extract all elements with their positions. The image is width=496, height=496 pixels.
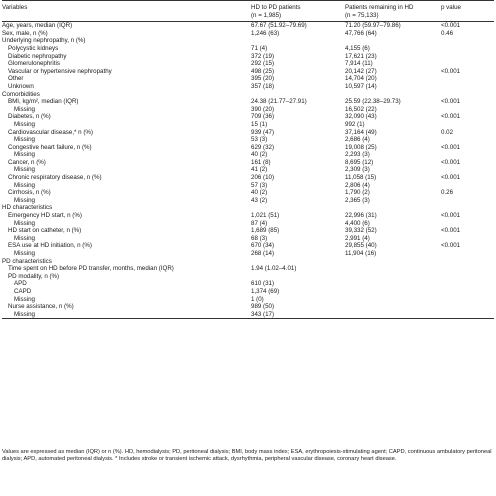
p-value: <0.001 [441, 174, 461, 182]
table-row [2, 227, 494, 235]
header-p-value: p value [441, 4, 461, 11]
hdpd-value: 71 (4) [251, 44, 268, 52]
table-row [2, 250, 494, 258]
p-value [441, 151, 494, 159]
hdpd-value: 989 (50) [251, 303, 275, 311]
table-row [2, 296, 494, 304]
p-value: <0.001 [441, 22, 461, 30]
p-value: 0.02 [441, 128, 454, 136]
hd-value: 2,686 (4) [345, 136, 370, 144]
hdpd-value: 87 (4) [251, 219, 268, 227]
hd-value: 11,058 (15) [345, 174, 377, 182]
table-row [2, 303, 494, 311]
row-label: Missing [14, 250, 35, 257]
hd-value: 37,164 (49) [345, 128, 377, 136]
hdpd-value: 610 (31) [251, 280, 275, 288]
row-label: Missing [14, 136, 35, 144]
p-value [441, 197, 494, 205]
table-row [2, 159, 494, 167]
hdpd-value: 40 (2) [251, 189, 268, 197]
header-remaining-hd [345, 1, 441, 22]
hdpd-value: 292 (15) [251, 60, 275, 68]
hdpd-value [251, 204, 345, 212]
p-value [441, 265, 494, 273]
header-remaining-hd-count: (n = 75,133) [345, 11, 379, 19]
row-label: Missing [14, 295, 35, 303]
table-row [2, 182, 494, 190]
hdpd-value: 1,689 (85) [251, 227, 280, 235]
p-value: 0.46 [441, 29, 454, 37]
hdpd-value: 67.67 (51.92–79.69) [251, 22, 307, 30]
p-value: <0.001 [441, 227, 461, 235]
p-value [441, 303, 494, 311]
p-value: <0.001 [441, 143, 461, 151]
hd-value: 20,142 (27) [345, 67, 377, 75]
hdpd-value: 1,021 (51) [251, 212, 280, 220]
section-row [2, 258, 494, 266]
p-value: 0.26 [441, 189, 454, 197]
p-value [441, 45, 494, 53]
hdpd-value: 1 (0) [251, 295, 264, 303]
hdpd-value: 57 (3) [251, 181, 268, 189]
row-label: Missing [14, 310, 35, 318]
row-label: Nurse assistance, n (%) [8, 303, 74, 311]
section-row [2, 204, 494, 212]
row-label: Other [8, 75, 24, 83]
row-label: Missing [14, 151, 35, 159]
p-value [441, 106, 494, 114]
baseline-characteristics-table [2, 0, 494, 319]
row-label: Vascular or hypertensive nephropathy [8, 67, 112, 75]
hd-value: 7,914 (11) [345, 60, 373, 68]
hdpd-value: 343 (17) [251, 310, 275, 318]
row-label: Missing [14, 166, 35, 174]
table-row [2, 53, 494, 61]
p-value [441, 280, 494, 288]
hd-value [345, 303, 441, 311]
row-label: Missing [14, 105, 35, 113]
p-value [441, 83, 494, 91]
hdpd-value: 53 (3) [251, 136, 268, 144]
header-variables: Variables [2, 4, 28, 11]
table-row [2, 174, 494, 182]
table-row [2, 22, 494, 30]
p-value [441, 273, 494, 281]
hdpd-value: 390 (20) [251, 105, 275, 113]
table-row [2, 288, 494, 296]
p-value [441, 75, 494, 83]
p-value [441, 235, 494, 243]
hdpd-value: 670 (34) [251, 242, 275, 250]
p-value: <0.001 [441, 113, 461, 121]
hdpd-value [251, 91, 345, 99]
hd-value: 22,996 (31) [345, 212, 377, 220]
row-label: Missing [14, 219, 35, 227]
hdpd-value: 68 (3) [251, 234, 268, 242]
hdpd-value: 1.94 (1.02–4.01) [251, 265, 297, 273]
hdpd-value: 1,374 (69) [251, 287, 280, 295]
table-header-row [2, 1, 494, 22]
table-row [2, 220, 494, 228]
p-value: <0.001 [441, 242, 461, 250]
p-value [441, 37, 494, 45]
table-row [2, 113, 494, 121]
hd-value: 2,991 (4) [345, 234, 370, 242]
p-value [441, 220, 494, 228]
hd-value [345, 273, 441, 281]
hd-value: 4,400 (6) [345, 219, 370, 227]
table-row [2, 106, 494, 114]
row-label: HD characteristics [2, 204, 53, 212]
row-label: PD modality, n (%) [8, 272, 60, 280]
hd-value: 17,621 (23) [345, 52, 377, 60]
p-value [441, 60, 494, 68]
hdpd-value: 939 (47) [251, 128, 275, 136]
row-label: Emergency HD start, n (%) [8, 212, 82, 220]
hdpd-value: 43 (2) [251, 196, 268, 204]
table-row [2, 136, 494, 144]
table-row [2, 212, 494, 220]
hdpd-value: 161 (8) [251, 158, 271, 166]
table-footnote: Values are expressed as median (IQR) or n (%). HD, hemodialysis; PD, peritoneal dialysis; BMI, body mass index; ESA, erythropoiesis-stimulating agent; CAPD, continuous ambulatory peritoneal dialysis; APD, automated peritoneal dialysis. * Includes stroke or transient ischemic attack, dysrhythmia, peripheral vascular disease, coronary heart disease. [2, 449, 492, 463]
table-row [2, 280, 494, 288]
hd-value [345, 37, 441, 45]
table-row [2, 189, 494, 197]
row-label: Missing [14, 234, 35, 242]
row-label: PD characteristics [2, 257, 52, 265]
hd-value [345, 258, 441, 266]
hdpd-value [251, 258, 345, 266]
hdpd-value [251, 37, 345, 45]
hdpd-value: 395 (20) [251, 75, 275, 83]
hd-value [345, 204, 441, 212]
hd-value [345, 280, 441, 288]
hd-value [345, 91, 441, 99]
hd-value: 2,309 (3) [345, 166, 370, 174]
p-value: <0.001 [441, 98, 461, 106]
hdpd-value: 498 (25) [251, 67, 275, 75]
hd-value: 2,293 (3) [345, 151, 370, 159]
section-row [2, 37, 494, 45]
p-value [441, 311, 494, 319]
header-hd-to-pd [251, 1, 345, 22]
hd-value [345, 288, 441, 296]
hd-value: 2,365 (3) [345, 196, 370, 204]
row-label: Chronic respiratory disease, n (%) [8, 174, 102, 182]
table-row [2, 45, 494, 53]
table-row [2, 235, 494, 243]
hd-value: 32,090 (43) [345, 113, 377, 121]
p-value [441, 136, 494, 144]
p-value [441, 91, 494, 99]
hd-value: 47,766 (64) [345, 29, 377, 37]
row-label: Missing [14, 196, 35, 204]
hd-value [345, 311, 441, 319]
hd-value: 10,597 (14) [345, 82, 377, 90]
row-label: Cirrhosis, n (%) [8, 189, 51, 197]
hdpd-value: 15 (1) [251, 120, 268, 128]
table-row [2, 311, 494, 319]
table-row [2, 60, 494, 68]
hd-value: 16,502 (22) [345, 105, 377, 113]
p-value [441, 166, 494, 174]
p-value: <0.001 [441, 67, 461, 75]
hdpd-value [251, 273, 345, 281]
row-label: Age, years, median (IQR) [2, 22, 73, 30]
p-value: <0.001 [441, 158, 461, 166]
hd-value: 19,008 (25) [345, 143, 377, 151]
row-label: Sex, male, n (%) [2, 29, 48, 37]
hd-value: 29,855 (40) [345, 242, 377, 250]
table-row [2, 151, 494, 159]
p-value [441, 296, 494, 304]
table-row [2, 75, 494, 83]
row-label: APD [14, 280, 27, 288]
row-label: Polycystic kidneys [8, 44, 59, 52]
table-row [2, 242, 494, 250]
row-label: Missing [14, 181, 35, 189]
hdpd-value: 24.38 (21.77–27.91) [251, 98, 307, 106]
table-row [2, 68, 494, 76]
row-label: Time spent on HD before PD transfer, months, median (IQR) [8, 265, 174, 273]
hdpd-value: 629 (32) [251, 143, 275, 151]
row-label: Cardiovascular disease,* n (%) [8, 128, 93, 136]
table-row [2, 98, 494, 106]
hdpd-value: 206 (10) [251, 174, 275, 182]
table-row [2, 30, 494, 38]
hd-value: 4,155 (6) [345, 44, 370, 52]
table-row [2, 197, 494, 205]
hd-value: 8,695 (12) [345, 158, 374, 166]
row-label: Unknown [8, 82, 34, 90]
row-label: CAPD [14, 287, 32, 295]
p-value [441, 204, 494, 212]
hd-value: 39,332 (52) [345, 227, 377, 235]
hdpd-value: 357 (18) [251, 82, 275, 90]
row-label: BMI, kg/m², median (IQR) [8, 98, 79, 106]
header-remaining-hd-title: Patients remaining in HD [345, 4, 414, 11]
hd-value: 14,704 (20) [345, 75, 377, 83]
table-row [2, 273, 494, 281]
row-label: HD start on catheter, n (%) [8, 227, 82, 235]
row-label: Glomerulonephritis [8, 60, 60, 68]
table-row [2, 83, 494, 91]
row-label: Underlying nephropathy, n (%) [2, 37, 86, 45]
row-label: ESA use at HD initiation, n (%) [8, 242, 92, 250]
hdpd-value: 40 (2) [251, 151, 268, 159]
table-row [2, 144, 494, 152]
p-value [441, 250, 494, 258]
header-hd-to-pd-count: (n = 1,985) [251, 11, 282, 19]
hd-value: 11,904 (16) [345, 250, 377, 257]
hd-value: 2,806 (4) [345, 181, 370, 189]
hd-value: 71.20 (59.97–79.86) [345, 22, 401, 30]
hdpd-value: 41 (2) [251, 166, 268, 174]
hd-value: 25.59 (22.38–29.73) [345, 98, 401, 106]
hd-value: 1,790 (2) [345, 189, 370, 197]
hdpd-value: 1,246 (63) [251, 29, 280, 37]
p-value [441, 258, 494, 266]
row-label: Missing [14, 120, 35, 128]
p-value [441, 121, 494, 129]
row-label: Cancer, n (%) [8, 158, 46, 166]
p-value: <0.001 [441, 212, 461, 220]
header-hd-to-pd-title: HD to PD patients [251, 4, 301, 11]
hdpd-value: 709 (36) [251, 113, 275, 121]
table-row [2, 265, 494, 273]
row-label: Congestive heart failure, n (%) [8, 143, 92, 151]
p-value [441, 288, 494, 296]
hd-value [345, 296, 441, 304]
p-value [441, 53, 494, 61]
hdpd-value: 268 (14) [251, 250, 275, 257]
section-row [2, 91, 494, 99]
row-label: Comorbidities [2, 90, 40, 98]
hd-value: 992 (1) [345, 120, 365, 128]
row-label: Diabetic nephropathy [8, 52, 67, 60]
hd-value [345, 265, 441, 273]
table-row [2, 121, 494, 129]
hdpd-value: 372 (19) [251, 52, 275, 60]
p-value [441, 182, 494, 190]
table-row [2, 129, 494, 137]
table-row [2, 166, 494, 174]
row-label: Diabetes, n (%) [8, 113, 51, 121]
